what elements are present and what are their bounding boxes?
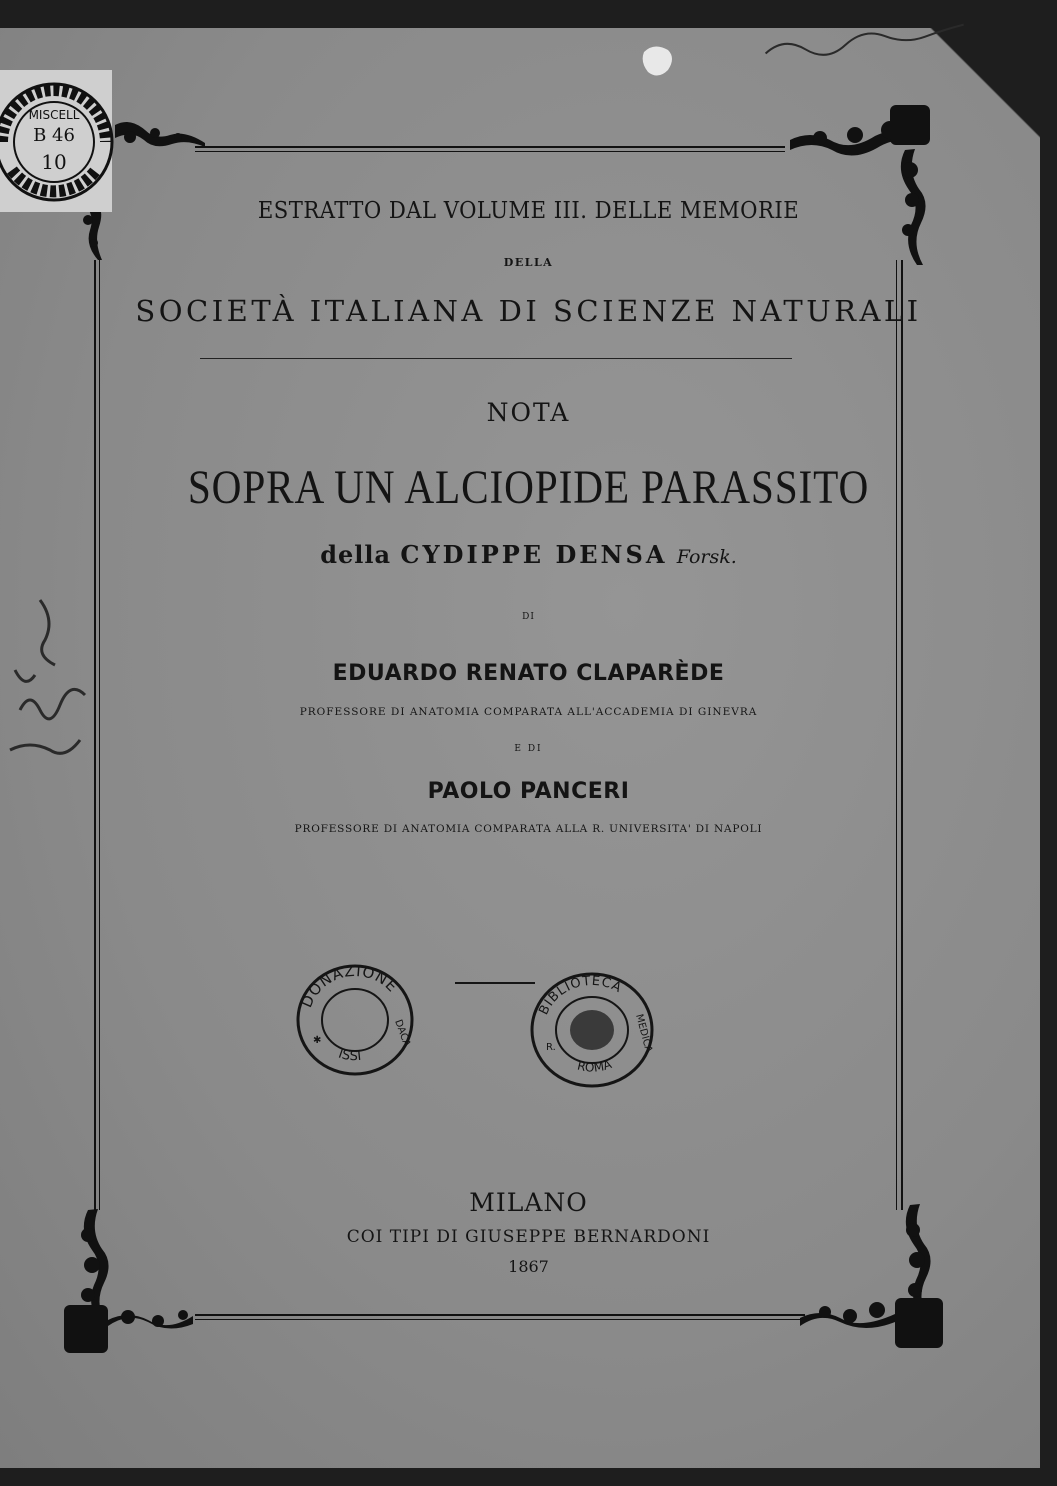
frame-bottom-line-inner [195,1319,805,1320]
library-stamp-bottom-text: ROMA [575,1057,614,1075]
ornament-bottom-right-icon [795,1200,950,1360]
frame-top-line-inner [195,151,785,152]
author2-affiliation: PROFESSORE DI ANATOMIA COMPARATA ALLA R. UNIVERSITA' DI NAPOLI [294,823,763,835]
library-stamp-top-text: BIBLIOTECA [536,973,625,1018]
extract-notice: ESTRATTO DAL VOLUME III. DELLE MEMORIE [257,198,800,224]
society-name: SOCIETÀ ITALIANA DI SCIENZE NATURALI [135,294,922,328]
svg-text:BIBLIOTECA [536,974,624,1018]
svg-text:ROMA [576,1057,614,1075]
subtitle-prefix: della [320,540,392,569]
imprint-printer: COI TIPI DI GIUSEPPE BERNARDONI [346,1227,711,1247]
shelf-label-line2: B 46 [33,125,75,146]
stamp-divider-line [455,982,535,984]
library-stamp-left-text: R. [546,1042,556,1053]
di-label: DI [522,612,535,622]
donation-stamp-icon [295,963,415,1078]
donation-stamp-top-text: DONAZIONE [297,963,402,1011]
library-stamp-icon [528,970,656,1090]
subtitle-species: CYDIPPE DENSA [400,540,668,569]
donation-stamp-bottom-text: ISSI [336,1046,362,1065]
author2-name: PAOLO PANCERI [427,779,630,804]
della-label: DELLA [503,256,554,269]
donation-stamp-right-text: DACA [392,1018,413,1049]
library-stamp-right-text: MEDICA [633,1012,654,1054]
svg-text:DONAZIONE [297,963,401,1010]
imprint-year: 1867 [508,1257,549,1276]
shelf-label [0,70,112,212]
shelf-label-line3: 10 [41,150,67,174]
e-di-label: E DI [514,744,543,754]
imprint-city: MILANO [469,1188,588,1217]
shelf-label-line1: MISCELL [28,108,80,122]
author1-name: EDUARDO RENATO CLAPARÈDE [332,661,725,686]
subtitle-author: Forsk. [676,546,737,568]
svg-text:✱: ✱ [313,1035,322,1046]
frame-top-line [195,146,785,148]
ornament-top-right-icon [780,100,940,270]
page-tear-mark-icon [640,42,676,78]
frame-bottom-line [195,1314,805,1316]
main-title: SOPRA UN ALCIOPIDE PARASSITO [187,461,870,514]
header-divider [200,358,792,359]
subtitle [0,540,1057,569]
author1-affiliation: PROFESSORE DI ANATOMIA COMPARATA ALL'ACCADEMIA DI GINEVRA [299,706,758,718]
nota-label: NOTA [486,398,571,427]
svg-text:ISSI [336,1047,362,1065]
